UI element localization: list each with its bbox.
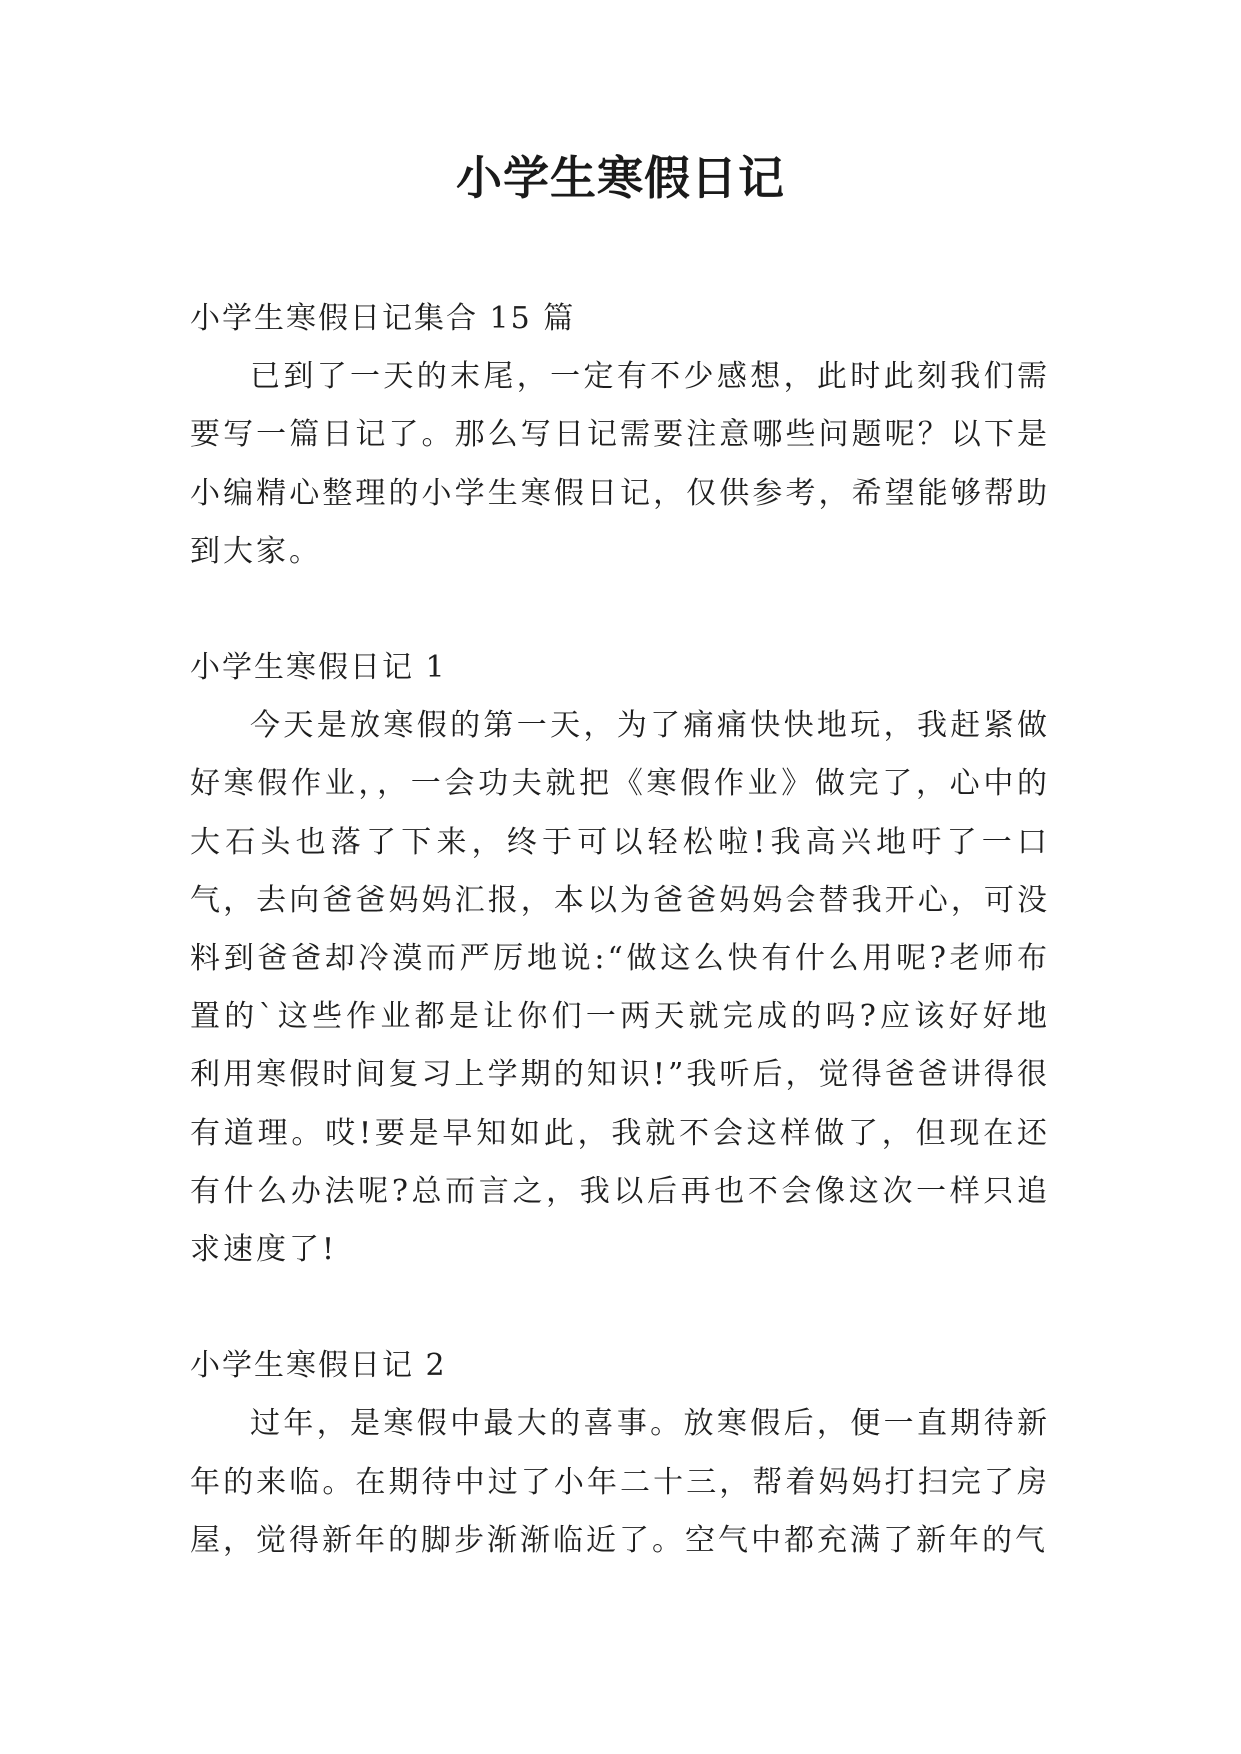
diary-2-heading: 小学生寒假日记 2 [190, 1348, 447, 1384]
diary-2-paragraph: 过年，是寒假中最大的喜事。放寒假后，便一直期待新年的来临。在期待中过了小年二十三，帮着妈妈打扫完了房屋，觉得新年的脚步渐渐临近了。空气中都充满了新年的气 [190, 1406, 1050, 1558]
diary-1-paragraph: 今天是放寒假的第一天，为了痛痛快快地玩，我赶紧做好寒假作业，，一会功夫就把《寒假作业》做完了，心中的大石头也落了下来，终于可以轻松啦!我高兴地吁了一口气，去向爸爸妈妈汇报，本以为爸爸妈妈会替我开心，可没料到爸爸却冷漠而严厉地说:“做这么快有什么用呢?老师布置的`这些作业都是让你们一两天就完成的吗?应该好好地利用寒假时间复习上学期的知识!”我听后，觉得爸爸讲得很有道理。哎!要是早知如此，我就不会这样做了，但现在还有什么办法呢?总而言之，我以后再也不会像这次一样只追求速度了! [190, 708, 1050, 1268]
section-spacer [190, 581, 1050, 639]
intro-paragraph: 已到了一天的末尾，一定有不少感想，此时此刻我们需要写一篇日记了。那么写日记需要注意哪些问题呢？以下是小编精心整理的小学生寒假日记，仅供参考，希望能够帮助到大家。 [190, 359, 1050, 569]
document-title: 小学生寒假日记 [456, 151, 785, 205]
intro-heading: 小学生寒假日记集合 15 篇 [190, 301, 576, 336]
diary-1-heading: 小学生寒假日记 1 [190, 650, 447, 686]
section-spacer [190, 1279, 1050, 1337]
document-content [190, 290, 1050, 1570]
